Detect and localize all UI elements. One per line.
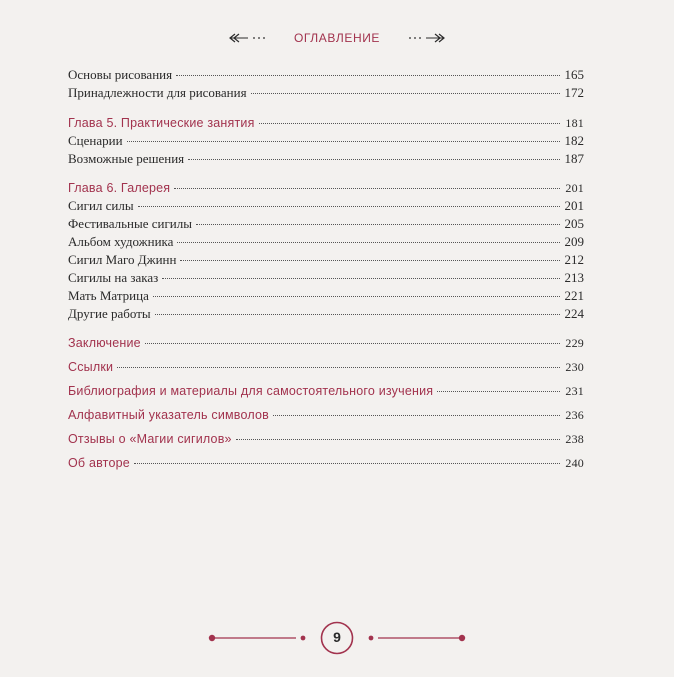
toc-section-page: 238 [565, 432, 584, 446]
dot-leader [188, 159, 560, 160]
dot-leader [134, 463, 560, 464]
toc-section-label: Об авторе [68, 456, 130, 470]
toc-section[interactable] [68, 406, 584, 424]
toc-section-label: Библиография и материалы для самостоятельного изучения [68, 384, 434, 398]
dot-leader [174, 188, 560, 189]
toc-entry[interactable] [68, 150, 584, 168]
toc-chapter-page: 181 [565, 116, 584, 130]
toc-entry[interactable] [68, 66, 584, 84]
toc-entry[interactable] [68, 132, 584, 150]
dot-leader [251, 93, 560, 94]
toc-entry[interactable] [68, 287, 584, 305]
page-number: 9 [333, 629, 341, 645]
toc-entry-label: Другие работы [68, 306, 151, 321]
dot-leader [196, 224, 560, 225]
toc-chapter-label: Глава 6. Галерея [68, 181, 171, 195]
toc-entry-label: Альбом художника [68, 234, 174, 249]
toc-entry-page: 205 [564, 216, 584, 231]
toc-section-page: 236 [565, 408, 584, 422]
dot-leader [177, 242, 560, 243]
dot-leader [273, 415, 560, 416]
dot-leader [437, 391, 560, 392]
toc-entry-page: 182 [564, 133, 584, 148]
toc-chapter-page: 201 [565, 181, 584, 195]
dot-leader [176, 75, 560, 76]
toc-section[interactable] [68, 454, 584, 472]
toc-entry-page: 221 [564, 288, 584, 303]
toc-entry[interactable] [68, 305, 584, 323]
toc-entry-page: 213 [564, 270, 584, 285]
toc-section[interactable] [68, 430, 584, 448]
toc-entry-label: Сигилы на заказ [68, 270, 159, 285]
toc-title: ОГЛАВЛЕНИЕ [293, 31, 381, 45]
dot-leader [162, 278, 560, 279]
dot-leader [138, 206, 560, 207]
arrow-left-ornament-icon [226, 33, 270, 43]
dot-leader [145, 343, 560, 344]
toc-section-page: 240 [565, 456, 584, 470]
toc-section[interactable] [68, 382, 584, 400]
toc-entry-page: 172 [564, 85, 584, 100]
toc-entry-page: 187 [564, 151, 584, 166]
arrow-right-ornament-icon [404, 33, 448, 43]
toc-section-label: Ссылки [68, 360, 114, 374]
toc-section-page: 230 [565, 360, 584, 374]
toc-entry[interactable] [68, 269, 584, 287]
table-of-contents [68, 66, 584, 472]
toc-header [0, 31, 674, 45]
toc-section-label: Заключение [68, 336, 141, 350]
toc-entry[interactable] [68, 251, 584, 269]
toc-section[interactable] [68, 334, 584, 352]
toc-entry-label: Сигил Маго Джинн [68, 252, 177, 267]
toc-entry-page: 224 [564, 306, 584, 321]
dot-leader [259, 123, 560, 124]
toc-entry-page: 212 [564, 252, 584, 267]
toc-entry-page: 209 [564, 234, 584, 249]
dot-leader [155, 314, 560, 315]
toc-entry-page: 165 [564, 67, 584, 82]
dot-leader [117, 367, 560, 368]
toc-entry-page: 201 [564, 198, 584, 213]
toc-section-label: Отзывы о «Магии сигилов» [68, 432, 232, 446]
toc-entry-label: Мать Матрица [68, 288, 149, 303]
toc-section[interactable] [68, 358, 584, 376]
dot-leader [180, 260, 560, 261]
toc-section-label: Алфавитный указатель символов [68, 408, 270, 422]
toc-entry[interactable] [68, 197, 584, 215]
toc-entry[interactable] [68, 84, 584, 102]
toc-entry-label: Сценарии [68, 133, 123, 148]
toc-entry-label: Принадлежности для рисования [68, 85, 247, 100]
toc-entry-label: Сигил силы [68, 198, 134, 213]
toc-chapter-6[interactable] [68, 179, 584, 197]
toc-section-page: 229 [565, 336, 584, 350]
toc-entry-label: Фестивальные сигилы [68, 216, 192, 231]
dot-leader [153, 296, 560, 297]
toc-chapter-label: Глава 5. Практические занятия [68, 116, 255, 130]
dot-leader [236, 439, 560, 440]
toc-chapter-5[interactable] [68, 114, 584, 132]
toc-section-page: 231 [565, 384, 584, 398]
toc-entry[interactable] [68, 215, 584, 233]
dot-leader [127, 141, 560, 142]
toc-entry-label: Основы рисования [68, 67, 173, 82]
toc-entry[interactable] [68, 233, 584, 251]
toc-entry-label: Возможные решения [68, 151, 185, 166]
page-footer [206, 621, 468, 655]
